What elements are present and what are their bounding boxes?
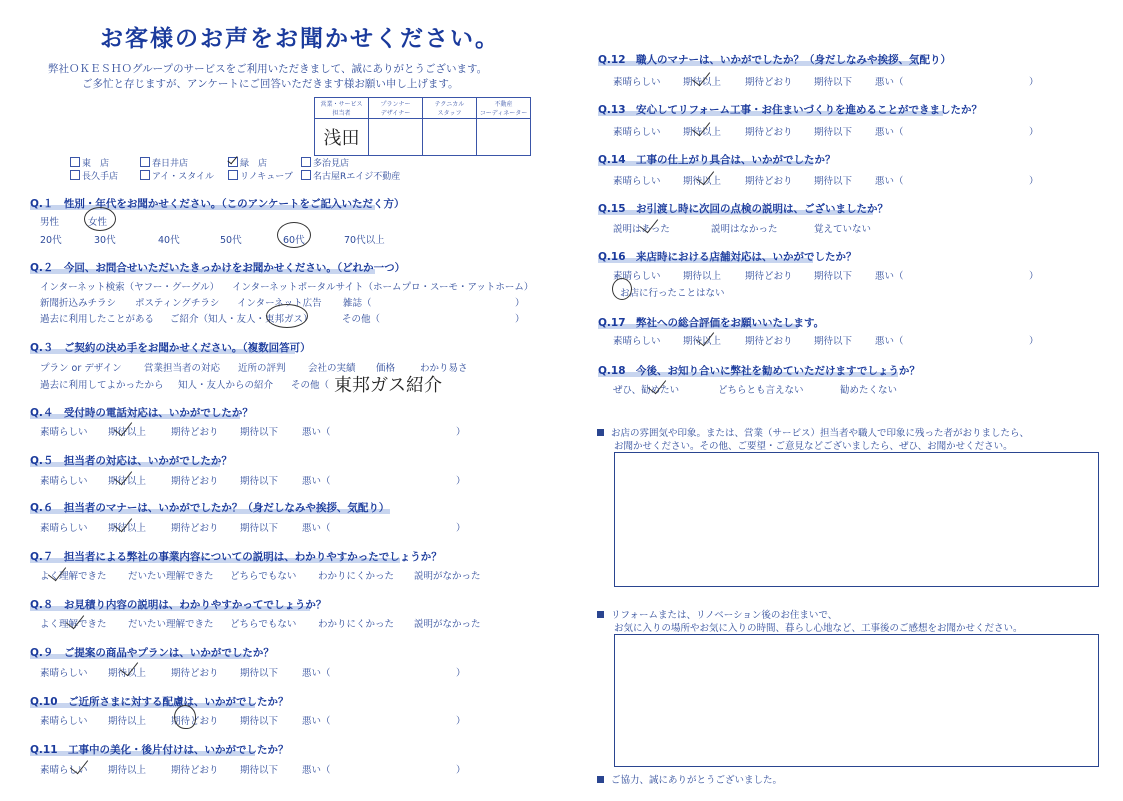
store-checkbox-checked[interactable]	[228, 157, 238, 167]
q3-option[interactable]: 近所の評判	[238, 363, 286, 374]
q16-extra-option[interactable]: お店に行ったことはない	[620, 288, 725, 299]
rating-option[interactable]: 期待以下	[240, 523, 279, 534]
q2-option[interactable]: 過去に利用したことがある	[40, 314, 155, 325]
store-checkbox[interactable]	[140, 170, 150, 180]
rating-option[interactable]: 期待以上	[683, 77, 722, 88]
rating-option[interactable]: 悪い（	[302, 427, 331, 438]
rating-option[interactable]: 期待以下	[240, 716, 279, 727]
selection-circle	[174, 705, 196, 729]
q1-age[interactable]: 30代	[94, 235, 116, 246]
rating-option[interactable]: 悪い（	[302, 765, 331, 776]
rating-option[interactable]: 期待どおり	[171, 716, 219, 727]
rating-option[interactable]: 期待どおり	[171, 523, 219, 534]
rating-paren: ）	[1029, 127, 1039, 138]
rating-paren: ）	[456, 716, 466, 727]
rating-option[interactable]: 素晴らしい	[613, 176, 661, 187]
square-bullet-icon	[597, 611, 604, 618]
q11-label: Q.11 工事中の美化・後片付けは、いかがでしたか？	[30, 744, 289, 756]
rating-option[interactable]: 素晴らしい	[613, 336, 661, 347]
q8-label: Q.８ お見積り内容の説明は、わかりやすかってでしょうか？	[30, 599, 327, 611]
rating-option[interactable]: 悪い（	[302, 523, 331, 534]
store-label: 春日井店	[152, 159, 189, 169]
q3-option[interactable]: 価格	[376, 363, 396, 374]
rating-option[interactable]: 悪い（	[875, 77, 904, 88]
q18-option[interactable]: 勧めたくない	[840, 385, 898, 396]
intro-line-2: ご多忙と存じますが、アンケートにご回答いただきます様お願い申し上げます。	[82, 78, 459, 90]
q1-age[interactable]: 60代	[283, 235, 305, 246]
rating-option[interactable]: 期待どおり	[171, 427, 219, 438]
rating-paren: ）	[1029, 336, 1039, 347]
rating-option[interactable]: 期待以上	[683, 176, 722, 187]
store-label: 緑 店	[240, 159, 268, 169]
square-bullet-icon	[597, 429, 604, 436]
rating-option[interactable]: 期待どおり	[745, 336, 793, 347]
q5-label: Q.５ 担当者の対応は、いかがでしたか？	[30, 455, 232, 467]
q1-label: Q.１ 性別・年代をお聞かせください。（このアンケートをご記入いただく方）	[30, 198, 405, 210]
store-label: 東 店	[82, 159, 110, 169]
form-title: お客様のお声をお聞かせください。	[100, 26, 500, 52]
store-checkbox[interactable]	[301, 157, 311, 167]
understand-option[interactable]: よく理解できた	[40, 571, 107, 582]
q12-label: Q.12 職人のマナーは、いかがでしたか？（身だしなみや挨拶、気配り）	[598, 54, 952, 66]
square-bullet-icon	[597, 776, 604, 783]
rating-paren: ）	[456, 668, 466, 679]
rating-option[interactable]: 期待以上	[683, 127, 722, 138]
q2-label: Q.２ 今回、お問合せいただいたきっかけをお聞かせください。（どれか一つ）	[30, 262, 406, 274]
comment1-prompt: お店の雰囲気や印象。または、営業（サービス）担当者や職人で印象に残った者がおりましたら、	[597, 425, 1029, 439]
q15-option[interactable]: 覚えていない	[814, 224, 872, 235]
rating-option[interactable]: 期待以上	[108, 523, 147, 534]
q6-label: Q.６ 担当者のマナーは、いかがでしたか？（身だしなみや挨拶、気配り）	[30, 502, 390, 514]
understand-option[interactable]: どちらでもない	[230, 619, 297, 630]
rating-option[interactable]: 期待以下	[240, 427, 279, 438]
q3-option[interactable]: 過去に利用してよかったから	[40, 380, 164, 391]
rating-option[interactable]: 期待以下	[814, 336, 853, 347]
store-label: アイ・スタイル	[152, 172, 215, 182]
q18-option[interactable]: どちらとも言えない	[718, 385, 804, 396]
rating-option[interactable]: 期待以上	[108, 427, 147, 438]
rating-option[interactable]: 素晴らしい	[40, 523, 88, 534]
rating-option[interactable]: 素晴らしい	[40, 476, 88, 487]
q3-label: Q.３ ご契約の決め手をお聞かせください。（複数回答可）	[30, 342, 311, 354]
staff-header-realestate: 不動産 コーディネーター	[477, 98, 531, 119]
rating-option[interactable]: 悪い（	[875, 176, 904, 187]
selection-circle	[84, 207, 116, 231]
rating-option[interactable]: 期待以下	[814, 77, 853, 88]
rating-option[interactable]: 期待どおり	[171, 476, 219, 487]
rating-option[interactable]: 悪い（	[302, 476, 331, 487]
rating-paren: ）	[456, 427, 466, 438]
understand-option[interactable]: わかりにくかった	[318, 619, 395, 630]
q2-option[interactable]: インターネット検索（ヤフー・グーグル）	[40, 282, 220, 293]
understand-option[interactable]: よく理解できた	[40, 619, 107, 630]
q15-option[interactable]: 説明はなかった	[711, 224, 778, 235]
q17-label: Q.17 弊社への総合評価をお願いいたします。	[598, 317, 825, 329]
rating-paren: ）	[1029, 77, 1039, 88]
rating-option[interactable]: 素晴らしい	[613, 77, 661, 88]
rating-option[interactable]: 期待以下	[240, 476, 279, 487]
q3-option[interactable]: 営業担当者の対応	[144, 363, 221, 374]
staff-header-planner: プランナー デザイナー	[369, 98, 423, 119]
rating-option[interactable]: 期待以下	[240, 668, 279, 679]
comment1-textarea[interactable]	[614, 452, 1099, 587]
q1-female[interactable]: 女性	[88, 217, 108, 228]
q1-age[interactable]: 20代	[40, 235, 62, 246]
rating-option[interactable]: 素晴らしい	[613, 127, 661, 138]
q15-option[interactable]: 説明はあった	[613, 224, 670, 235]
rating-paren: ）	[456, 523, 466, 534]
thanks-note: ご協力、誠にありがとうございました。	[597, 772, 782, 786]
rating-option[interactable]: 素晴らしい	[40, 427, 88, 438]
rating-option[interactable]: 期待どおり	[745, 271, 793, 282]
rating-option[interactable]: 悪い（	[875, 336, 904, 347]
understand-option[interactable]: 説明がなかった	[414, 619, 481, 630]
q3-option[interactable]: わかり易さ	[420, 363, 468, 374]
rating-option[interactable]: 悪い（	[875, 127, 904, 138]
rating-paren: ）	[456, 476, 466, 487]
q1-male[interactable]: 男性	[40, 217, 60, 228]
q2-option[interactable]: ポスティングチラシ	[135, 298, 220, 309]
rating-option[interactable]: 悪い（	[302, 668, 331, 679]
rating-option[interactable]: 期待以下	[814, 271, 853, 282]
staff-planner-cell[interactable]	[369, 119, 423, 156]
q2-paren: ）	[515, 298, 525, 309]
q1-age[interactable]: 40代	[158, 235, 180, 246]
store-label: 長久手店	[82, 172, 119, 182]
rating-option[interactable]: 期待以上	[683, 271, 722, 282]
q7-label: Q.７ 担当者による弊社の事業内容についての説明は、わかりやすかったでしょうか？	[30, 551, 442, 563]
rating-option[interactable]: 素晴らしい	[40, 668, 88, 679]
q3-option[interactable]: 知人・友人からの紹介	[178, 380, 274, 391]
q3-handwritten-other: 東邦ガス紹介	[334, 375, 442, 396]
rating-option[interactable]: 期待どおり	[171, 765, 219, 776]
staff-technical-cell[interactable]	[423, 119, 477, 156]
rating-paren: ）	[1029, 176, 1039, 187]
rating-option[interactable]: 期待以下	[814, 176, 853, 187]
selection-circle	[612, 278, 632, 300]
rating-option[interactable]: 悪い（	[302, 716, 331, 727]
q18-option[interactable]: ぜひ、勧めたい	[613, 385, 680, 396]
staff-realestate-cell[interactable]	[477, 119, 531, 156]
store-checkbox[interactable]	[301, 170, 311, 180]
comment2-textarea[interactable]	[614, 634, 1099, 767]
intro-line-1: 弊社ＯＫＥＳＨＯグループのサービスをご利用いただきまして、誠にありがとうございます。	[48, 63, 488, 75]
q3-option[interactable]: 会社の実績	[308, 363, 356, 374]
understand-option[interactable]: どちらでもない	[230, 571, 297, 582]
rating-option[interactable]: 期待以下	[240, 765, 279, 776]
staff-sales-name: 浅田	[323, 128, 360, 149]
q2-option[interactable]: インターネットポータルサイト（ホームプロ・スーモ・アットホーム）	[232, 282, 534, 293]
q2-option[interactable]: インターネット広告	[237, 298, 322, 309]
comment2-prompt-2: お気に入りの場所やお気に入りの時間、暮らし心地など、工事後のご感想をお聞かせください。	[614, 623, 1023, 634]
rating-option[interactable]: 期待以上	[683, 336, 722, 347]
q1-age[interactable]: 70代以上	[344, 235, 385, 246]
rating-paren: ）	[456, 765, 466, 776]
q9-label: Q.９ ご提案の商品やプランは、いかがでしたか？	[30, 647, 274, 659]
store-checkbox[interactable]	[140, 157, 150, 167]
rating-option[interactable]: 期待どおり	[745, 127, 793, 138]
understand-option[interactable]: だいたい理解できた	[128, 619, 214, 630]
rating-option[interactable]: 素晴らしい	[40, 716, 88, 727]
selection-circle	[266, 304, 308, 328]
q14-label: Q.14 工事の仕上がり具合は、いかがでしたか？	[598, 154, 836, 166]
comment2-prompt: リフォームまたは、リノベーション後のお住まいで、	[597, 607, 837, 621]
q2-option[interactable]: その他（	[342, 314, 381, 325]
rating-option[interactable]: 期待以上	[108, 765, 147, 776]
q2-option[interactable]: ご紹介（知人・友人・東邦ガス）	[170, 314, 313, 325]
rating-option[interactable]: 期待どおり	[171, 668, 219, 679]
rating-option[interactable]: 素晴らしい	[613, 271, 661, 282]
q18-label: Q.18 今後、お知り合いに弊社を勧めていただけますでしょうか？	[598, 365, 920, 377]
store-checkbox[interactable]	[70, 170, 80, 180]
q1-age[interactable]: 50代	[220, 235, 242, 246]
store-checkbox[interactable]	[228, 170, 238, 180]
store-label: リノキューブ	[240, 172, 293, 182]
q3-option[interactable]: その他（	[291, 380, 330, 391]
q2-option[interactable]: 雑誌（	[343, 298, 372, 309]
store-label: 名古屋Rエイジ不動産	[313, 172, 401, 182]
staff-header-technical: テクニカル スタッフ	[423, 98, 477, 119]
q13-label: Q.13 安心してリフォーム工事・お住まいづくりを進めることができましたか？	[598, 104, 983, 116]
store-label: 多治見店	[313, 159, 350, 169]
rating-option[interactable]: 期待以上	[108, 476, 147, 487]
rating-paren: ）	[1029, 271, 1039, 282]
q10-label: Q.10 ご近所さまに対する配慮は、いかがでしたか？	[30, 696, 289, 708]
selection-circle	[277, 222, 311, 248]
q16-label: Q.16 来店時における店舗対応は、いかがでしたか？	[598, 251, 857, 263]
understand-option[interactable]: だいたい理解できた	[128, 571, 214, 582]
store-checkbox[interactable]	[70, 157, 80, 167]
rating-option[interactable]: 素晴らしい	[40, 765, 88, 776]
q2-option[interactable]: 新聞折込みチラシ	[40, 298, 117, 309]
rating-option[interactable]: 期待以上	[108, 668, 147, 679]
understand-option[interactable]: 説明がなかった	[414, 571, 481, 582]
rating-option[interactable]: 期待以上	[108, 716, 147, 727]
staff-table	[314, 97, 531, 156]
q3-option[interactable]: プラン or デザイン	[40, 363, 122, 374]
q4-label: Q.４ 受付時の電話対応は、いかがでしたか？	[30, 407, 253, 419]
q2-paren: ）	[515, 314, 525, 325]
q15-label: Q.15 お引渡し時に次回の点検の説明は、ございましたか？	[598, 203, 889, 215]
comment1-prompt-2: お聞かせください。その他、ご要望・ご意見などございましたら、ぜひ、お聞かせください。	[614, 441, 1013, 452]
understand-option[interactable]: わかりにくかった	[318, 571, 395, 582]
rating-option[interactable]: 期待どおり	[745, 77, 793, 88]
rating-option[interactable]: 期待以下	[814, 127, 853, 138]
staff-header-sales: 営業・サービス 担当者	[315, 98, 369, 119]
rating-option[interactable]: 悪い（	[875, 271, 904, 282]
rating-option[interactable]: 期待どおり	[745, 176, 793, 187]
